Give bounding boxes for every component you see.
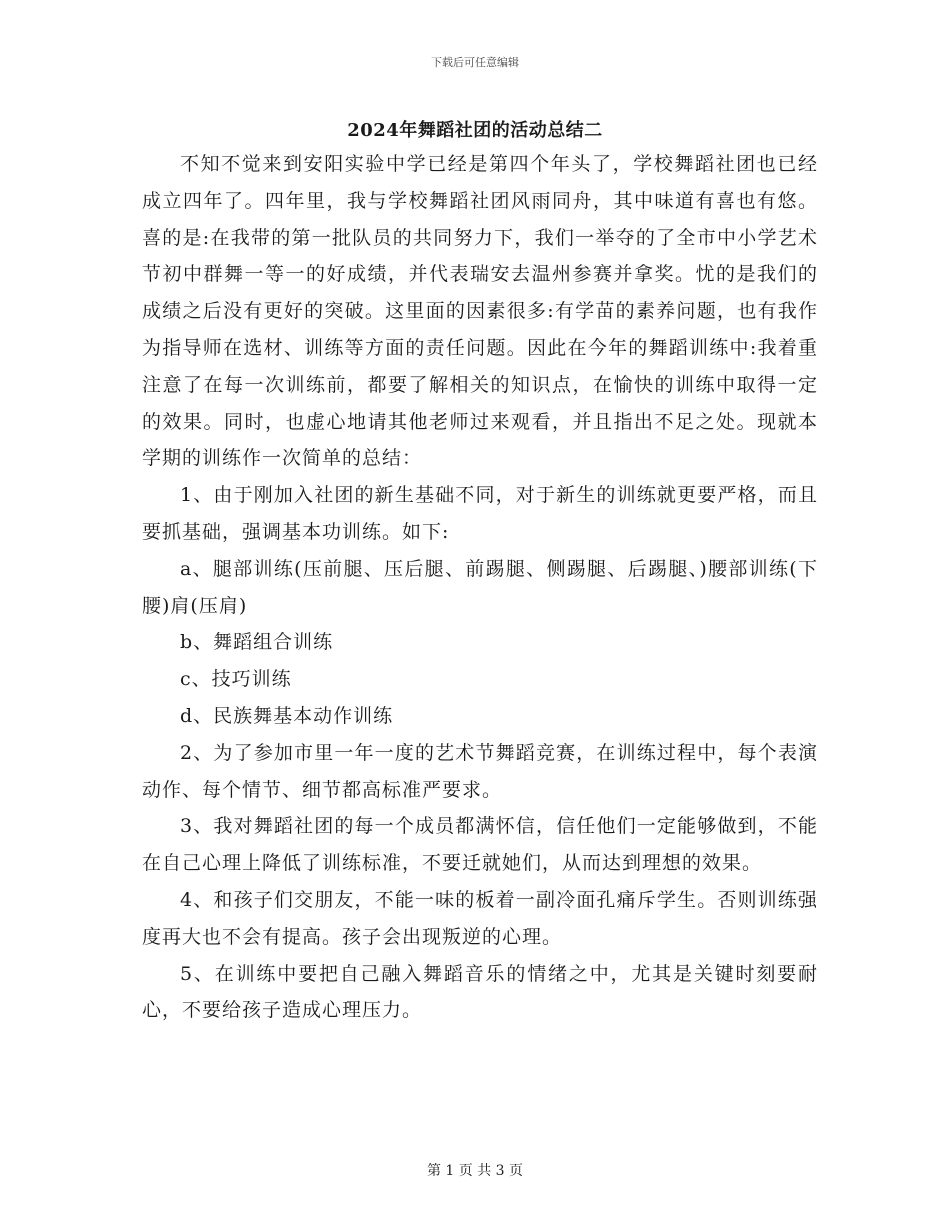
header-note: 下载后可任意编辑	[431, 56, 519, 69]
paragraph-intro: 不知不觉来到安阳实验中学已经是第四个年头了，学校舞蹈社团也已经成立四年了。四年里，我与学校舞蹈社团风雨同舟，其中味道有喜也有悠。喜的是:在我带的第一批队员的共同努力下，我们一举夺的了全市中小学艺术节初中群舞一等一的好成绩，并代表瑞安去温州参赛并拿奖。忧的是我们的成绩之后没有更好的突破。这里面的因素很多:有学苗的素养问题，也有我作为指导师在选材、训练等方面的责任问题。因此在今年的舞蹈训练中:我着重注意了在每一次训练前，都要了解相关的知识点，在愉快的训练中取得一定的效果。同时，也虚心地请其他老师过来观看，并且指出不足之处。现就本学期的训练作一次简单的总结：	[142, 153, 818, 470]
paragraph-item-4: 4、和孩子们交朋友，不能一味的板着一副冷面孔痛斥学生。否则训练强度再大也不会有提高。孩子会出现叛逆的心理。	[142, 888, 818, 948]
paragraph-item-a: a、腿部训练(压前腿、压后腿、前踢腿、侧踢腿、后踢腿、)腰部训练(下腰)肩(压肩)	[142, 557, 818, 617]
paragraph-item-c: c、技巧训练	[180, 668, 292, 691]
document-body	[142, 146, 818, 1029]
paragraph-item-d: d、民族舞基本动作训练	[180, 704, 394, 727]
paragraph-item-1: 1、由于刚加入社团的新生基础不同，对于新生的训练就更要严格，而且要抓基础，强调基本功训练。如下:	[142, 484, 818, 543]
page-number-footer: 第 1 页 共 3 页	[426, 1163, 524, 1179]
document-title: 2024年舞蹈社团的活动总结二	[347, 120, 603, 141]
paragraph-item-2: 2、为了参加市里一年一度的艺术节舞蹈竞赛，在训练过程中，每个表演动作、每个情节、细节都高标准严要求。	[142, 741, 818, 801]
paragraph-item-5: 5、在训练中要把自己融入舞蹈音乐的情绪之中，尤其是关键时刻要耐心，不要给孩子造成心理压力。	[142, 962, 818, 1022]
paragraph-item-3: 3、我对舞蹈社团的每一个成员都满怀信，信任他们一定能够做到，不能在自己心理上降低了训练标准，不要迁就她们，从而达到理想的效果。	[142, 815, 818, 875]
paragraph-item-b: b、舞蹈组合训练	[180, 631, 334, 654]
